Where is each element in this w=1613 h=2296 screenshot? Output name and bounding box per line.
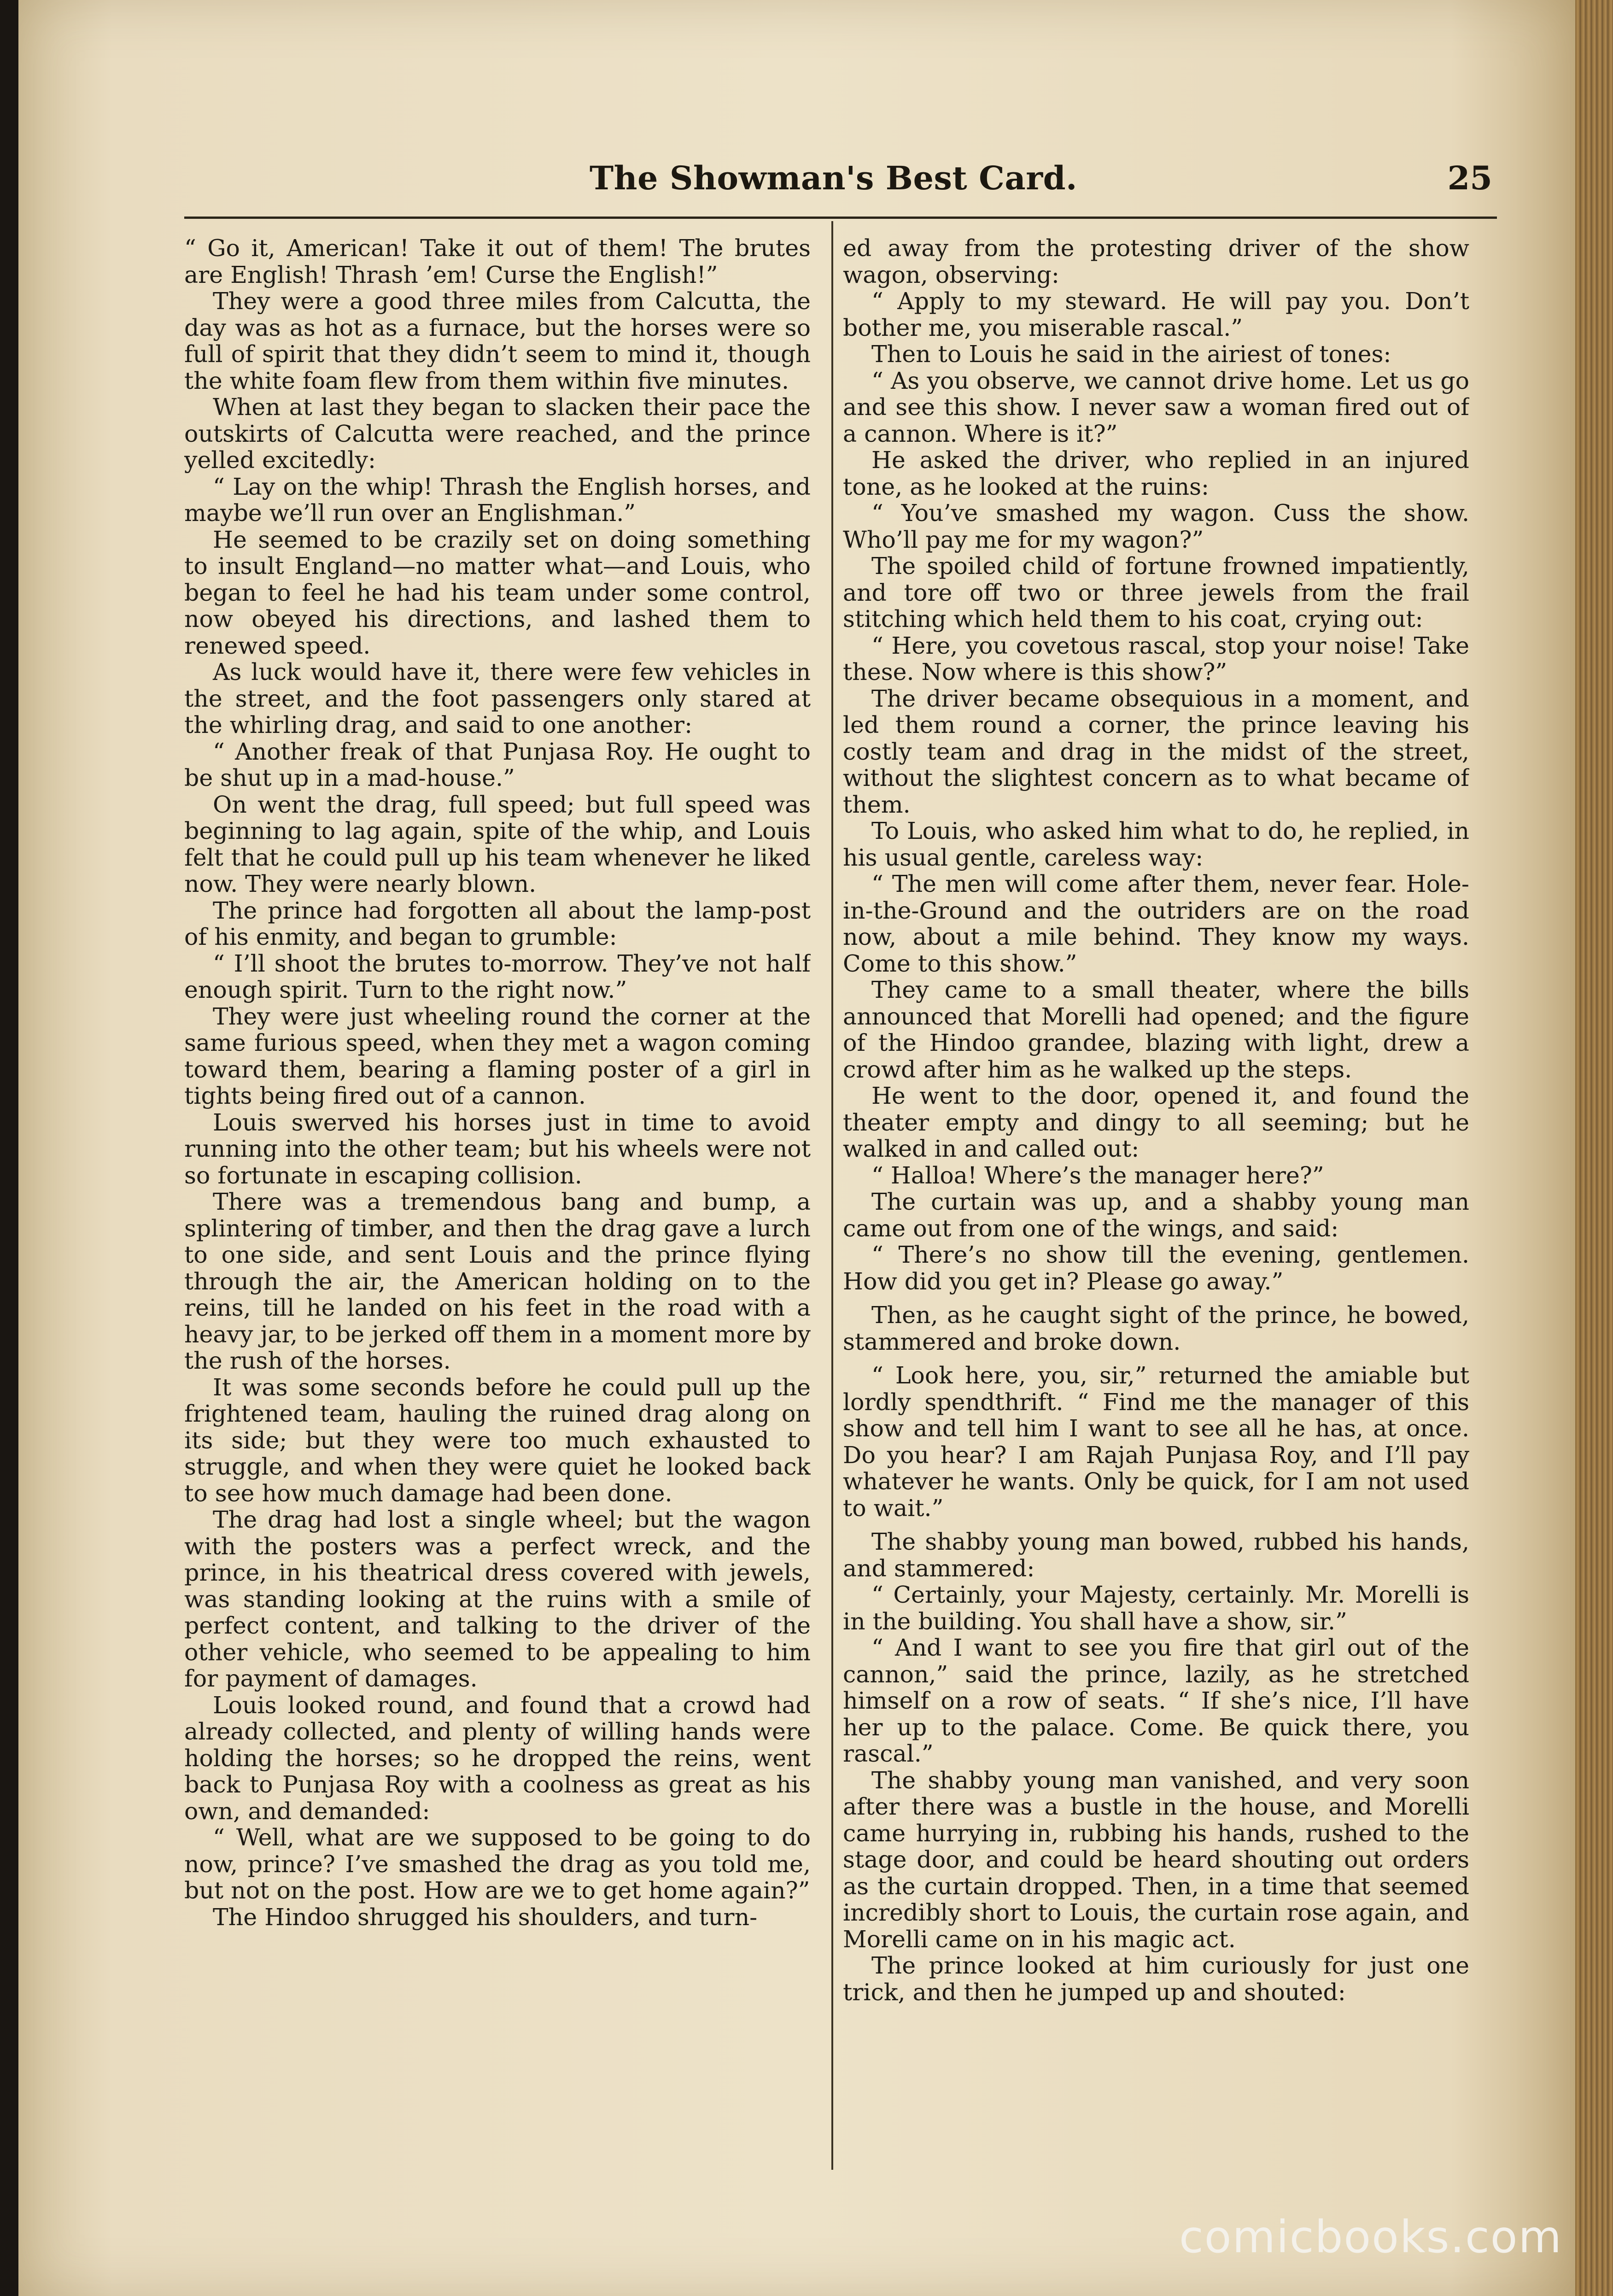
site-watermark: comicbooks.com bbox=[1179, 2211, 1563, 2263]
paragraph: “ I’ll shoot the brutes to-morrow. They’ve not half enough spirit. Turn to the right now.” bbox=[184, 949, 811, 1003]
paragraph: The shabby young man bowed, rubbed his hands, and stammered: bbox=[843, 1528, 1469, 1582]
paragraph: The spoiled child of fortune frowned impatiently, and tore off two or three jewels from the frail stitching which held them to his coat, crying out: bbox=[843, 552, 1469, 633]
paragraph: He seemed to be crazily set on doing something to insult England—no matter what—and Louis, who began to feel he had his team under some control, now obeyed his directions, and lashed them to renewed speed. bbox=[184, 526, 811, 659]
paragraph: They were a good three miles from Calcutta, the day was as hot as a furnace, but the horses were so full of spirit that they didn’t seem to mind it, though the white foam flew from them within five minutes. bbox=[184, 287, 811, 394]
paragraph: As luck would have it, there were few vehicles in the street, and the foot passengers only stared at the whirling drag, and said to one another: bbox=[184, 658, 811, 738]
paragraph: “ Lay on the whip! Thrash the English horses, and maybe we’ll run over an Englishman.” bbox=[184, 473, 811, 527]
paragraph: When at last they began to slacken their pace the outskirts of Calcutta were reached, and the prince yelled excitedly: bbox=[184, 393, 811, 474]
paragraph: The driver became obsequious in a moment, and led them round a corner, the prince leaving his costly team and drag in the midst of the street, without the slightest concern as to what became of them. bbox=[843, 685, 1469, 818]
paragraph: The Hindoo shrugged his shoulders, and turn- bbox=[213, 1903, 758, 1931]
paragraph: It was some seconds before he could pull up the frightened team, hauling the ruined drag along on its side; but they were too much exhausted to struggle, and when they were quiet he looked back to see how much damage had been done. bbox=[184, 1373, 811, 1507]
left-column bbox=[184, 235, 811, 2179]
header-rule bbox=[184, 217, 1497, 219]
paragraph: ed away from the protesting driver of the show wagon, observing: bbox=[843, 235, 1469, 288]
paragraph: They were just wheeling round the corner at the same furious speed, when they met a wagon coming toward them, bearing a flaming poster of a girl in tights being fired out of a cannon. bbox=[184, 1002, 811, 1109]
paragraph: “ There’s no show till the evening, gentlemen. How did you get in? Please go away.” bbox=[843, 1241, 1469, 1295]
paragraph: “ Another freak of that Punjasa Roy. He ought to be shut up in a mad-house.” bbox=[184, 738, 811, 791]
right-column bbox=[843, 235, 1469, 2179]
paragraph: He went to the door, opened it, and found the theater empty and dingy to all seeming; but he walked in and called out: bbox=[843, 1082, 1469, 1162]
page-number: 25 bbox=[1447, 159, 1492, 197]
page-header bbox=[203, 159, 1492, 210]
paragraph: The curtain was up, and a shabby young man came out from one of the wings, and said: bbox=[843, 1188, 1469, 1242]
paragraph: “ Certainly, your Majesty, certainly. Mr. Morelli is in the building. You shall have a show, sir.” bbox=[843, 1581, 1469, 1635]
paragraph: He asked the driver, who replied in an injured tone, as he looked at the ruins: bbox=[843, 446, 1469, 500]
paragraph: “ The men will come after them, never fear. Hole-in-the-Ground and the outriders are on the road now, about a mile behind. They know my ways. Come to this show.” bbox=[843, 870, 1469, 977]
running-title: The Showman's Best Card. bbox=[590, 159, 1077, 197]
paragraph: “ Here, you covetous rascal, stop your noise! Take these. Now where is this show?” bbox=[843, 632, 1469, 685]
paragraph: Louis looked round, and found that a crowd had already collected, and plenty of willing hands were holding the horses; so he dropped the reins, went back to Punjasa Roy with a coolness as great as his own, and demanded: bbox=[184, 1691, 811, 1825]
paragraph: The prince looked at him curiously for just one trick, and then he jumped up and shouted: bbox=[843, 1952, 1469, 2006]
paragraph: On went the drag, full speed; but full speed was beginning to lag again, spite of the whip, and Louis felt that he could pull up his team whenever he liked now. They were nearly blown. bbox=[184, 791, 811, 897]
paragraph: The shabby young man vanished, and very soon after there was a bustle in the house, and Morelli came hurrying in, rubbing his hands, rushed to the stage door, and could be heard shouting out orders as the curtain dropped. Then, in a time that seemed incredibly short to Louis, the curtain rose again, and Morelli came on in his magic act. bbox=[843, 1766, 1469, 1953]
paragraph: Louis swerved his horses just in time to avoid running into the other team; but his wheels were not so fortunate in escaping collision. bbox=[184, 1108, 811, 1189]
paragraph: “ And I want to see you fire that girl out of the cannon,” said the prince, lazily, as he stretched himself on a row of seats. “ If she’s nice, I’ll have her up to the palace. Come. Be quick there, you rascal.” bbox=[843, 1634, 1469, 1767]
paragraph: The prince had forgotten all about the lamp-post of his enmity, and began to grumble: bbox=[184, 896, 811, 950]
paragraph: “ As you observe, we cannot drive home. Let us go and see this show. I never saw a woman fired out of a cannon. Where is it?” bbox=[843, 367, 1469, 447]
paragraph: There was a tremendous bang and bump, a splintering of timber, and then the drag gave a lurch to one side, and sent Louis and the prince flying through the air, the American holding on to the reins, till he landed on his feet in the road with a heavy jar, to be jerked off them in a moment more by the rush of the horses. bbox=[184, 1188, 811, 1374]
paragraph: To Louis, who asked him what to do, he replied, in his usual gentle, careless way: bbox=[843, 817, 1469, 871]
paragraph: “ Go it, American! Take it out of them! The brutes are English! Thrash ’em! Curse the English!” bbox=[184, 235, 811, 288]
paragraph: Then, as he caught sight of the prince, he bowed, stammered and broke down. bbox=[843, 1301, 1469, 1355]
paragraph: “ Look here, you, sir,” returned the amiable but lordly spendthrift. “ Find me the manager of this show and tell him I want to see all he has, at once. Do you hear? I am Rajah Punjasa Roy, and I’ll pay whatever he wants. Only be quick, for I am not used to wait.” bbox=[843, 1362, 1469, 1522]
paragraph: “ Halloa! Where’s the manager here?” bbox=[871, 1161, 1324, 1189]
column-divider bbox=[831, 221, 833, 2170]
paragraph: “ You’ve smashed my wagon. Cuss the show. Who’ll pay me for my wagon?” bbox=[843, 499, 1469, 553]
paragraph: “ Well, what are we supposed to be going to do now, prince? I’ve smashed the drag as you told me, but not on the post. How are we to get home again?” bbox=[184, 1824, 811, 1904]
paragraph: The drag had lost a single wheel; but the wagon with the posters was a perfect wreck, and the prince, in his theatrical dress covered with jewels, was standing looking at the ruins with a smile of perfect content, and talking to the driver of the other vehicle, who seemed to be appealing to him for payment of damages. bbox=[184, 1506, 811, 1692]
paragraph: “ Apply to my steward. He will pay you. Don’t bother me, you miserable rascal.” bbox=[843, 287, 1469, 341]
page-edge-binding bbox=[1575, 0, 1613, 2296]
paragraph: Then to Louis he said in the airiest of tones: bbox=[871, 340, 1391, 368]
paragraph: They came to a small theater, where the bills announced that Morelli had opened; and the figure of the Hindoo grandee, blazing with light, drew a crowd after him as he walked up the steps. bbox=[843, 976, 1469, 1083]
